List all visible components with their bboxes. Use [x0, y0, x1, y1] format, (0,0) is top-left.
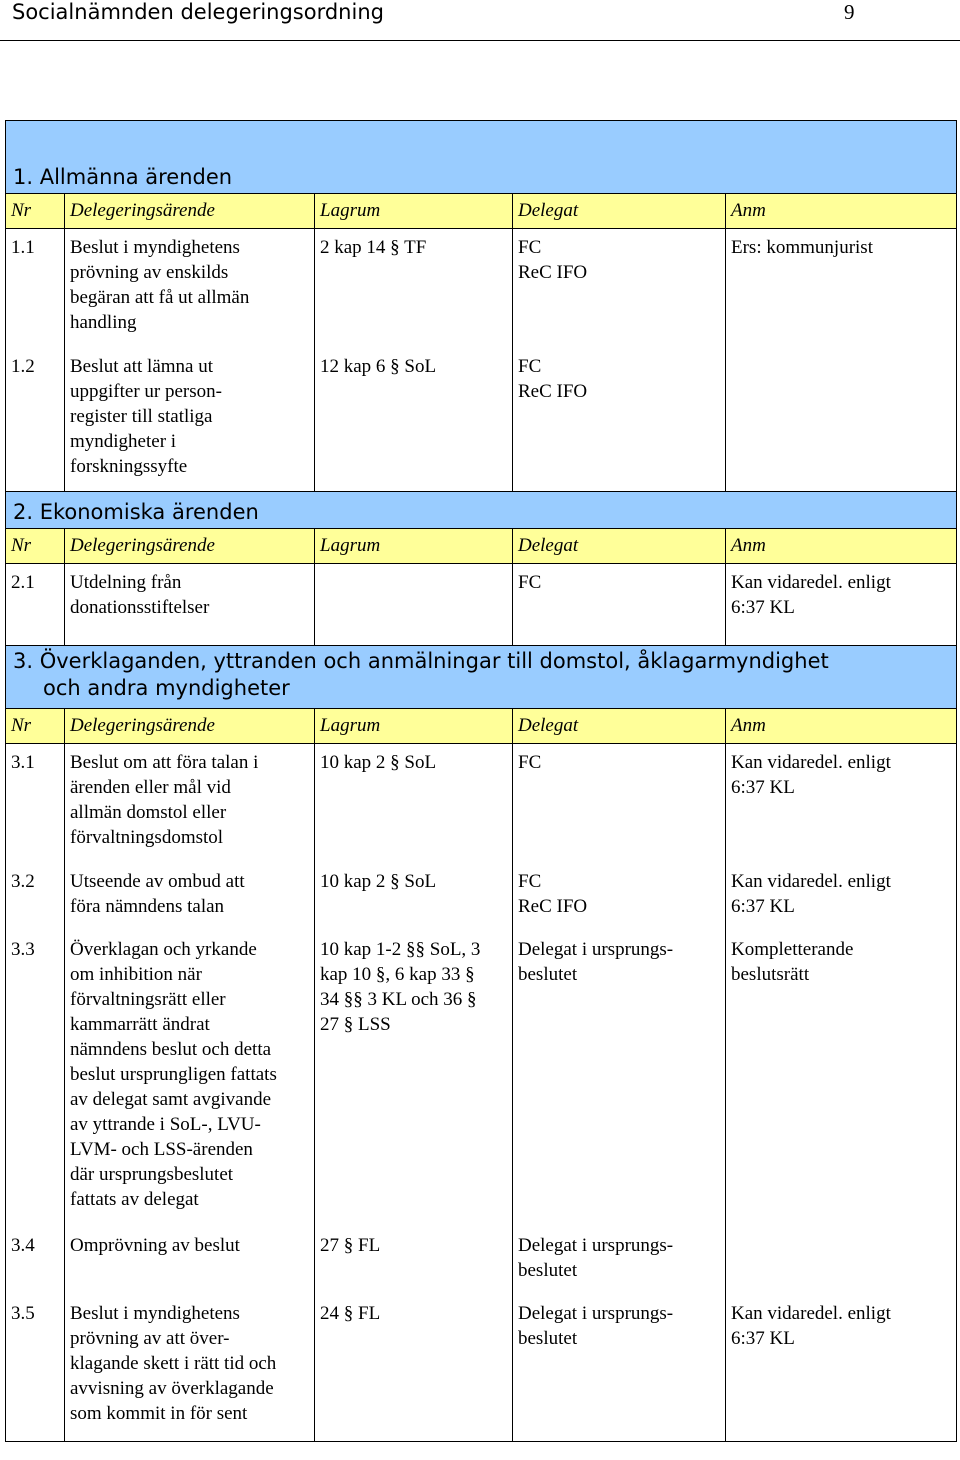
- cell-arende-line: Beslut i myndighetens: [70, 1303, 240, 1324]
- header-anm: Anm: [726, 529, 957, 564]
- cell-arende-line: Beslut om att föra talan i: [70, 752, 259, 773]
- cell-delegat: [513, 1227, 726, 1295]
- cell-arende-line: myndigheter i: [70, 431, 177, 452]
- cell-arende-line: förvaltningsrätt eller: [70, 989, 226, 1010]
- cell-lagrum-line: 10 kap 2 § SoL: [320, 752, 437, 773]
- cell-arende-line: som kommit in för sent: [70, 1403, 248, 1424]
- section-heading-row: [6, 121, 957, 194]
- cell-lagrum-line: 2 kap 14 § TF: [320, 237, 427, 258]
- cell-nr: 3.1: [6, 744, 65, 864]
- section-title-line: 3. Överklaganden, yttranden och anmälningar till domstol, åklagarmyndighet: [13, 649, 829, 673]
- cell-anm: [726, 863, 957, 931]
- cell-arende-line: nämndens beslut och detta: [70, 1039, 272, 1060]
- table-row: [6, 1227, 957, 1295]
- cell-anm: [726, 348, 957, 492]
- cell-lagrum: [315, 931, 513, 1227]
- cell-arende-line: fattats av delegat: [70, 1189, 199, 1210]
- cell-arende-line: beslut ursprungligen fattats: [70, 1064, 277, 1085]
- cell-arende: [65, 348, 315, 492]
- cell-arende-line: kammarrätt ändrat: [70, 1014, 210, 1035]
- table-row: [6, 564, 957, 646]
- cell-arende: [65, 931, 315, 1227]
- cell-lagrum-line: 27 § FL: [320, 1235, 381, 1256]
- page-number: 9: [844, 0, 855, 24]
- cell-nr: 3.5: [6, 1295, 65, 1442]
- cell-delegat: [513, 229, 726, 349]
- header-anm: Anm: [726, 194, 957, 229]
- cell-arende-line: av yttrande i SoL-, LVU-: [70, 1114, 261, 1135]
- cell-lagrum-line: 27 § LSS: [320, 1014, 391, 1035]
- cell-lagrum-line: 24 § FL: [320, 1303, 381, 1324]
- cell-delegat-line: ReC IFO: [518, 262, 588, 283]
- page-header: [0, 0, 960, 41]
- cell-arende-line: prövning av att över-: [70, 1328, 230, 1349]
- header-lagrum: Lagrum: [315, 529, 513, 564]
- cell-lagrum-line: 34 §§ 3 KL och 36 §: [320, 989, 477, 1010]
- cell-nr: 3.2: [6, 863, 65, 931]
- section-heading-row: [6, 646, 957, 709]
- cell-anm-line: Kompletterande: [731, 939, 854, 960]
- cell-arende-line: donationsstiftelser: [70, 597, 210, 618]
- cell-nr: 1.1: [6, 229, 65, 349]
- cell-delegat: [513, 348, 726, 492]
- column-header-row: [6, 709, 957, 744]
- header-arende: Delegeringsärende: [65, 709, 315, 744]
- cell-arende-line: allmän domstol eller: [70, 802, 227, 823]
- header-lagrum: Lagrum: [315, 194, 513, 229]
- cell-arende: [65, 1295, 315, 1442]
- section-title: 1. Allmänna ärenden: [6, 121, 957, 194]
- table-row: [6, 931, 957, 1227]
- cell-arende-line: register till statliga: [70, 406, 213, 427]
- cell-lagrum: [315, 863, 513, 931]
- cell-arende-line: Överklagan och yrkande: [70, 939, 257, 960]
- cell-arende-line: Utseende av ombud att: [70, 871, 245, 892]
- cell-lagrum-line: 10 kap 1-2 §§ SoL, 3: [320, 939, 481, 960]
- cell-arende-line: Beslut i myndighetens: [70, 237, 240, 258]
- cell-anm: [726, 1227, 957, 1295]
- section-3: [6, 646, 957, 1442]
- cell-anm-line: Kan vidaredel. enligt: [731, 871, 891, 892]
- cell-lagrum-line: 12 kap 6 § SoL: [320, 356, 437, 377]
- cell-arende-line: ärenden eller mål vid: [70, 777, 231, 798]
- header-nr: Nr: [6, 529, 65, 564]
- cell-nr: 1.2: [6, 348, 65, 492]
- cell-arende-line: om inhibition när: [70, 964, 202, 985]
- cell-arende-line: Omprövning av beslut: [70, 1235, 240, 1256]
- cell-arende-line: handling: [70, 312, 137, 333]
- cell-arende: [65, 863, 315, 931]
- cell-arende-line: avvisning av överklagande: [70, 1378, 274, 1399]
- cell-anm-line: 6:37 KL: [731, 1328, 795, 1349]
- header-lagrum: Lagrum: [315, 709, 513, 744]
- cell-lagrum: [315, 348, 513, 492]
- header-anm: Anm: [726, 709, 957, 744]
- cell-arende-line: klagande skett i rätt tid och: [70, 1353, 277, 1374]
- cell-anm: [726, 1295, 957, 1442]
- header-nr: Nr: [6, 194, 65, 229]
- cell-arende-line: forskningssyfte: [70, 456, 188, 477]
- column-header-row: [6, 194, 957, 229]
- cell-nr: 3.3: [6, 931, 65, 1227]
- delegation-table: [5, 120, 957, 1442]
- cell-delegat: [513, 744, 726, 864]
- cell-anm-line: beslutsrätt: [731, 964, 810, 985]
- cell-delegat-line: Delegat i ursprungs-: [518, 939, 674, 960]
- cell-delegat-line: beslutet: [518, 964, 578, 985]
- header-delegat: Delegat: [513, 709, 726, 744]
- section-2: [6, 492, 957, 646]
- section-title-line: och andra myndigheter: [43, 676, 290, 700]
- cell-arende-line: begäran att få ut allmän: [70, 287, 250, 308]
- cell-arende-line: av delegat samt avgivande: [70, 1089, 272, 1110]
- cell-arende-line: Utdelning från: [70, 572, 182, 593]
- table-row: [6, 229, 957, 349]
- cell-delegat-line: FC: [518, 572, 542, 593]
- header-arende: Delegeringsärende: [65, 194, 315, 229]
- cell-delegat-line: FC: [518, 237, 542, 258]
- cell-nr: 3.4: [6, 1227, 65, 1295]
- table-row: [6, 1295, 957, 1442]
- cell-delegat-line: ReC IFO: [518, 896, 588, 917]
- section-title: 2. Ekonomiska ärenden: [6, 492, 957, 529]
- cell-lagrum-line: kap 10 §, 6 kap 33 §: [320, 964, 475, 985]
- section-1: [6, 121, 957, 492]
- cell-delegat: [513, 863, 726, 931]
- cell-lagrum-line: 10 kap 2 § SoL: [320, 871, 437, 892]
- cell-arende-line: föra nämndens talan: [70, 896, 225, 917]
- header-nr: Nr: [6, 709, 65, 744]
- cell-delegat: [513, 564, 726, 646]
- cell-delegat: [513, 1295, 726, 1442]
- document-title: Socialnämnden delegeringsordning: [12, 0, 384, 24]
- cell-anm-line: 6:37 KL: [731, 896, 795, 917]
- cell-delegat-line: FC: [518, 752, 542, 773]
- cell-arende-line: uppgifter ur person-: [70, 381, 222, 402]
- cell-arende: [65, 229, 315, 349]
- cell-delegat-line: FC: [518, 356, 542, 377]
- cell-delegat-line: beslutet: [518, 1260, 578, 1281]
- cell-arende-line: prövning av enskilds: [70, 262, 229, 283]
- cell-anm: [726, 744, 957, 864]
- table-row: [6, 348, 957, 492]
- column-header-row: [6, 529, 957, 564]
- table-row: [6, 744, 957, 864]
- cell-nr: 2.1: [6, 564, 65, 646]
- cell-anm-line: 6:37 KL: [731, 777, 795, 798]
- cell-anm: [726, 229, 957, 349]
- header-arende: Delegeringsärende: [65, 529, 315, 564]
- cell-delegat-line: ReC IFO: [518, 381, 588, 402]
- cell-delegat-line: Delegat i ursprungs-: [518, 1235, 674, 1256]
- cell-arende: [65, 564, 315, 646]
- cell-lagrum: [315, 744, 513, 864]
- cell-anm-line: Kan vidaredel. enligt: [731, 1303, 891, 1324]
- header-delegat: Delegat: [513, 194, 726, 229]
- cell-arende-line: Beslut att lämna ut: [70, 356, 214, 377]
- section-heading-row: [6, 492, 957, 529]
- cell-arende-line: där ursprungsbeslutet: [70, 1164, 234, 1185]
- cell-arende-line: förvaltningsdomstol: [70, 827, 224, 848]
- section-title: [6, 646, 957, 709]
- header-delegat: Delegat: [513, 529, 726, 564]
- cell-anm-line: 6:37 KL: [731, 597, 795, 618]
- cell-delegat: [513, 931, 726, 1227]
- cell-lagrum: [315, 1227, 513, 1295]
- cell-arende: [65, 1227, 315, 1295]
- cell-anm: [726, 931, 957, 1227]
- cell-delegat-line: Delegat i ursprungs-: [518, 1303, 674, 1324]
- cell-lagrum: [315, 1295, 513, 1442]
- cell-lagrum: [315, 564, 513, 646]
- table-row: [6, 863, 957, 931]
- cell-anm: [726, 564, 957, 646]
- cell-delegat-line: beslutet: [518, 1328, 578, 1349]
- cell-anm-line: Ers: kommunjurist: [731, 237, 873, 258]
- cell-arende-line: LVM- och LSS-ärenden: [70, 1139, 253, 1160]
- cell-delegat-line: FC: [518, 871, 542, 892]
- cell-anm-line: Kan vidaredel. enligt: [731, 572, 891, 593]
- cell-arende: [65, 744, 315, 864]
- cell-anm-line: Kan vidaredel. enligt: [731, 752, 891, 773]
- cell-lagrum: [315, 229, 513, 349]
